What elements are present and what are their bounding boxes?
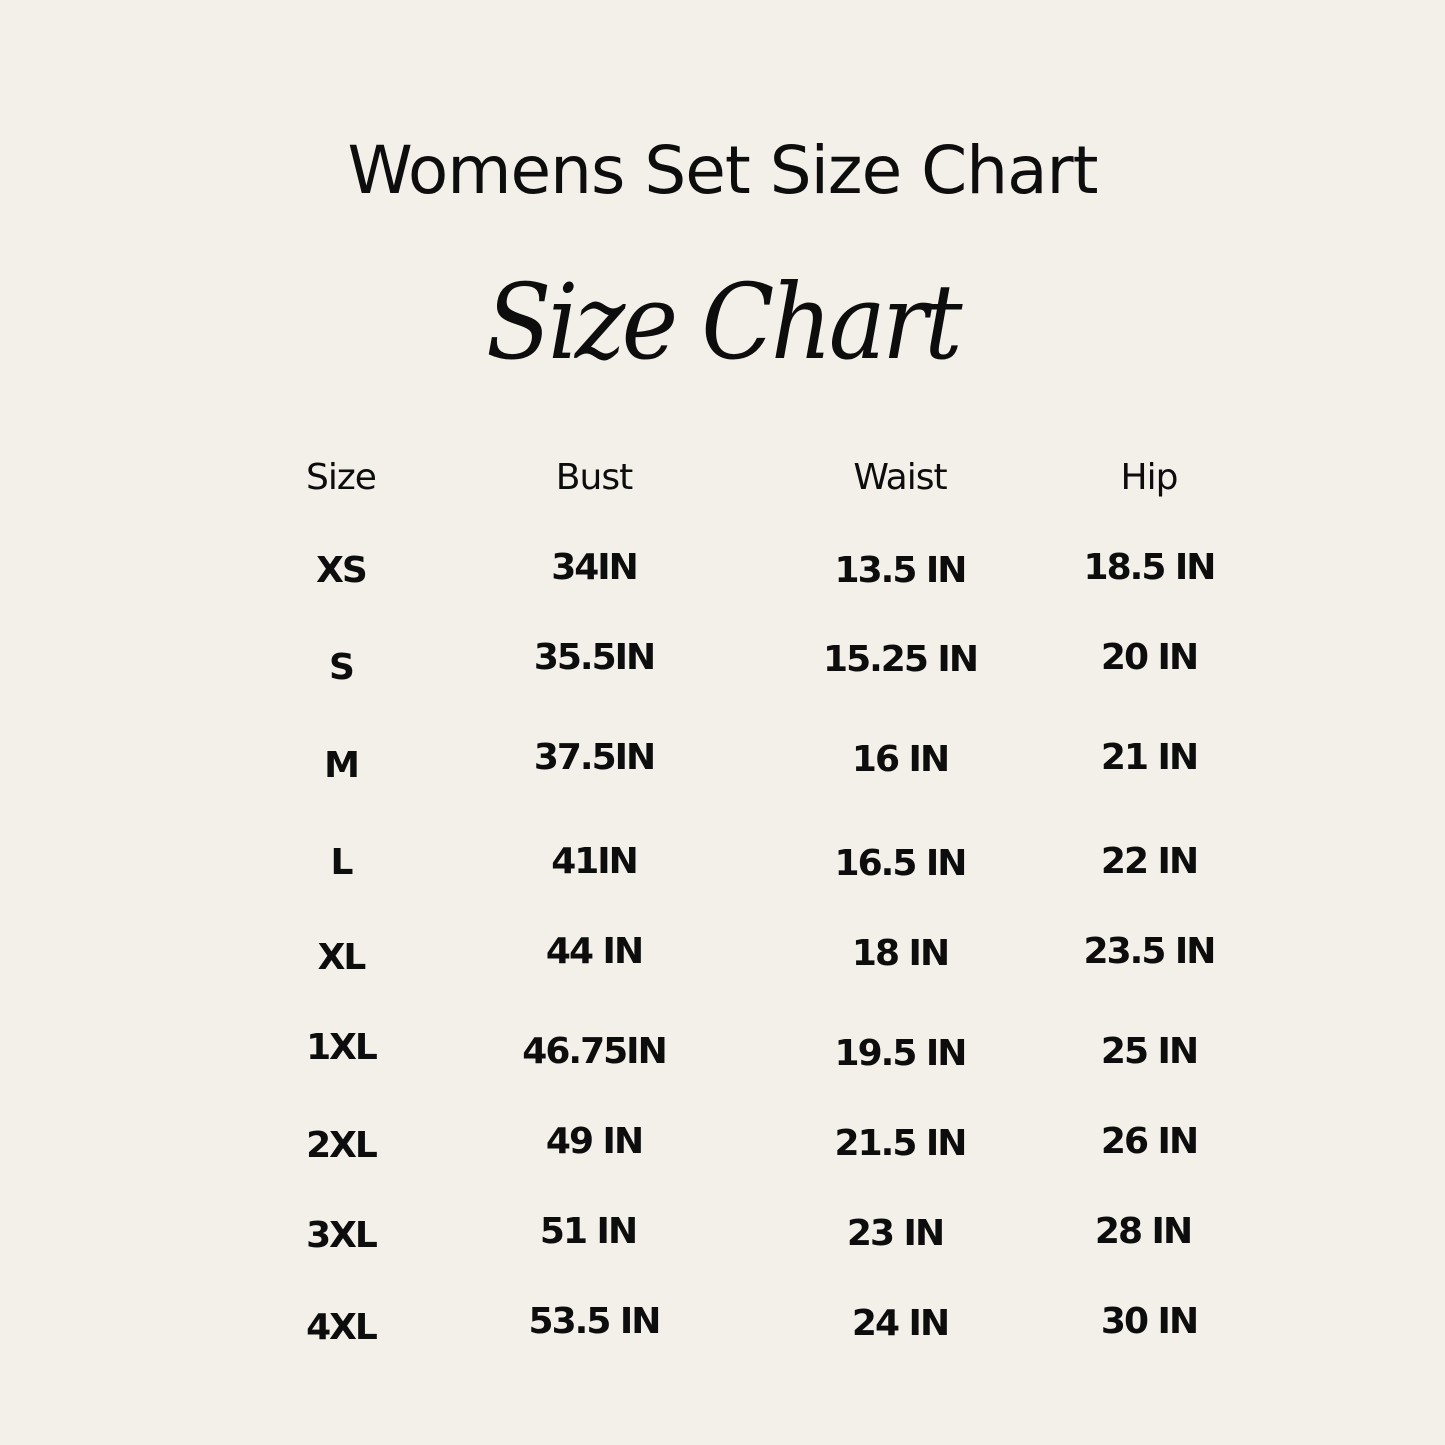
cell-size: M — [324, 745, 358, 786]
cell-waist: 15.25 IN — [823, 639, 977, 680]
cell-size: 4XL — [306, 1307, 376, 1348]
column-header-size: Size — [306, 457, 376, 498]
cell-bust: 34IN — [551, 547, 637, 588]
page-title: Womens Set Size Chart — [347, 132, 1098, 209]
cell-size: L — [330, 842, 352, 883]
cell-hip: 25 IN — [1100, 1031, 1198, 1072]
cell-bust: 44 IN — [545, 931, 643, 972]
column-header-hip: Hip — [1120, 457, 1178, 498]
cell-size: S — [329, 647, 353, 688]
cell-waist: 13.5 IN — [834, 550, 966, 591]
cell-bust: 41IN — [551, 841, 637, 882]
cell-hip: 23.5 IN — [1083, 931, 1215, 972]
cell-waist: 23 IN — [846, 1213, 944, 1254]
cell-bust: 51 IN — [539, 1211, 637, 1252]
script-subtitle: Size Chart — [486, 261, 959, 383]
cell-waist: 18 IN — [851, 933, 949, 974]
cell-hip: 26 IN — [1100, 1121, 1198, 1162]
cell-bust: 37.5IN — [533, 737, 655, 778]
cell-size: 2XL — [306, 1125, 376, 1166]
cell-hip: 20 IN — [1100, 637, 1198, 678]
cell-size: 1XL — [306, 1027, 376, 1068]
column-header-waist: Waist — [853, 457, 947, 498]
cell-waist: 21.5 IN — [834, 1123, 966, 1164]
cell-waist: 19.5 IN — [834, 1033, 966, 1074]
column-header-bust: Bust — [555, 457, 633, 498]
cell-waist: 16.5 IN — [834, 843, 966, 884]
cell-hip: 22 IN — [1100, 841, 1198, 882]
cell-hip: 28 IN — [1094, 1211, 1192, 1252]
cell-hip: 18.5 IN — [1083, 547, 1215, 588]
cell-waist: 24 IN — [851, 1303, 949, 1344]
cell-bust: 46.75IN — [522, 1031, 666, 1072]
cell-waist: 16 IN — [851, 739, 949, 780]
cell-size: 3XL — [306, 1215, 376, 1256]
cell-bust: 49 IN — [545, 1121, 643, 1162]
cell-size: XL — [317, 937, 365, 978]
cell-size: XS — [316, 550, 366, 591]
cell-bust: 53.5 IN — [528, 1301, 660, 1342]
cell-hip: 30 IN — [1100, 1301, 1198, 1342]
cell-bust: 35.5IN — [533, 637, 655, 678]
cell-hip: 21 IN — [1100, 737, 1198, 778]
